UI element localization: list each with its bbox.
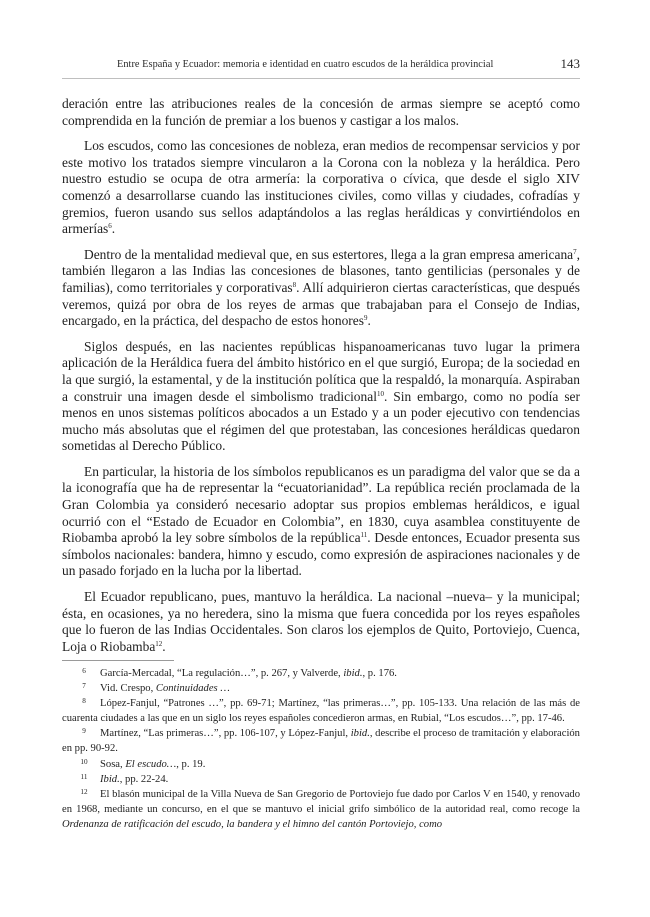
paragraph-text: deración entre las atribuciones reales de la concesión de armas siempre se aceptó como comprendida en la función de premiar a los buenos y castigar a los malos. [62, 96, 580, 128]
footnote: 9 Martínez, “Las primeras…”, pp. 106-107, y López-Fanjul, ibid., describe el proceso de tramitación y elaboración en pp. 90-92. [62, 727, 580, 755]
footnote-text: Martínez, “Las primeras…”, pp. 106-107, y López-Fanjul, [100, 728, 351, 740]
paragraph-text: . [162, 638, 166, 654]
paragraph-text: . Sin embargo, como no podía ser menos en unos sistemas políticos abocados a un Estado y a un poder ejecutivo con tendencias mucho más absolutas que el régimen del que protestaban, las concesiones heráldicas quedaron sometidas al Derecho Público. [62, 388, 580, 454]
footnote-italic-text: El escudo… [125, 758, 177, 770]
footnote: 6 García-Mercadal, “La regulación…”, p. 267, y Valverde, ibid., p. 176. [82, 667, 397, 679]
footnote-text: García-Mercadal, “La regulación…”, p. 267, y Valverde, [100, 668, 344, 679]
paragraph-text: El Ecuador republicano, pues, mantuvo la heráldica. La nacional –nueva– y la municipal; ésta, en ocasiones, ya no heredera, sino la misma que fuera concedida por los reyes españoles que lo fueron de las Indias Occidentales. Son claros los ejemplos de Quito, Portoviejo, Cuenca, Loja o Riobamba [62, 589, 580, 654]
main-text [62, 96, 580, 664]
running-header [62, 48, 580, 79]
footnote-text: El blasón municipal de la Villa Nueva de San Gregorio de Portoviejo fue dado por Carlos V en 1540, y renovado en 1968, mediante un concurso, en el que se mantuvo el inicial grifo simbólico de la autoridad real, como recoge la [62, 788, 580, 815]
footnote-text: , pp. 22-24. [119, 773, 169, 785]
footnote-italic-text: Ordenanza de ratificación del escudo, la bandera y el himno del cantón Portoviejo, como [62, 818, 443, 830]
footnote-italic-text: Continuidades … [155, 683, 230, 695]
paragraph [62, 339, 580, 455]
paragraph [62, 464, 580, 580]
paragraph-text: . [367, 313, 371, 329]
paragraph-text: . Allí adquirieron ciertas características, que después veremos, quizá por obra de los reyes de armas que trabajaban para el Consejo de Indias, encargado, en la práctica, del despacho de estos honores [62, 279, 580, 329]
paragraph [62, 138, 580, 238]
paragraph-text: Siglos después, en las nacientes repúblicas hispanoamericanas tuvo lugar la primera aplicación de la Heráldica fuera del ámbito histórico en el que surgió, Europa; de la sociedad en la que surgió, la estamental, y de la institución política que la respaldó, la monarquía. Aspiraban a construir una imagen desde el simbolismo tradicional [62, 338, 580, 404]
page-number: 143 [560, 56, 580, 71]
footnote-ref: 11 [360, 531, 368, 540]
running-title: Entre España y Ecuador: memoria e identidad en cuatro escudos de la heráldica provincial [117, 59, 494, 70]
footnote-text: Vid. Crespo, [100, 683, 156, 695]
paragraph-text: Los escudos, como las concesiones de nobleza, eran medios de recompensar servicios y por este motivo los tratados siempre vincularon a la Corona con la nobleza y la heráldica. Pero nuestro estudio se ocupa de otra armería: la corporativa o cívica, que desde el siglo XIV comenzó a desarrollarse cuando las instituciones civiles, como villas y ciudades, cofradías y gremios, fueron usando sus sellos adaptándolos a las reglas heráldicas y convirtiéndolos en armerías [62, 138, 580, 237]
footnote-ref: 6 [108, 222, 112, 231]
footnote-text: , p. 19. [176, 758, 206, 770]
footnote: 12 El blasón municipal de la Villa Nueva de San Gregorio de Portoviejo fue dado por Carlos V en 1540, y renovado en 1968, mediante un concurso, en el que se mantuvo el inicial grifo simbólico de la autoridad real, como recoge la Ordenanza de ratificación del escudo, la bandera y el himno del cantón Portoviejo, como [62, 787, 580, 830]
footnote: 11 Ibid., pp. 22-24. [80, 772, 169, 785]
footnote-italic-text: ibid. [350, 728, 370, 740]
paragraph-text: . Desde entonces, Ecuador presenta sus símbolos nacionales: bandera, himno y escudo, como expresión de aspiraciones nacionales y de un pasado forjado en la lucha por la libertad. [62, 530, 580, 579]
footnote-text: López-Fanjul, “Patrones …”, pp. 69-71; Martínez, “las primeras…”, pp. 105-133. Una relación de las más de cuarenta ciudades a las que en un siglo los reyes españoles concedieron armas, en Rubial, “Los escudos…”, pp. 17-46. [62, 698, 580, 725]
footnote-divider [62, 660, 174, 661]
footnote-ref: 7 [573, 247, 577, 256]
paragraph-text: En particular, la historia de los símbolos republicanos es un paradigma del valor que se da a la iconografía que ha de representar la “ecuatorianidad”. La república recién proclamada de la Gran Colombia ya consideró necesario adoptar sus propios emblemas heráldicos, e igual ocurrió con el “Estado de Ecuador en Colombia”, en 1830, cuya asamblea constituyente de Riobamba aprobó la ley sobre símbolos de la república [62, 463, 580, 546]
footnote-ref: 12 [155, 639, 163, 648]
paragraph-text: . [111, 221, 116, 237]
footnote-ref: 9 [363, 314, 368, 323]
paragraph [62, 589, 580, 655]
paragraph-text: , también llegaron a las Indias las concesiones de blasones, tanto gentilicias (personales y de familias), como territoriales y corporativas [62, 246, 580, 295]
paragraph [62, 96, 580, 129]
footnote: 7 Vid. Crespo, Continuidades … [82, 682, 230, 695]
footnotes [62, 666, 580, 832]
footnote-text: , p. 176. [362, 668, 397, 679]
footnote-ref: 10 [376, 389, 384, 398]
footnote-ref: 8 [292, 280, 297, 289]
paragraph [62, 247, 580, 330]
footnote-italic-text: Ibid. [100, 773, 120, 785]
footnote-text: , describe el proceso de tramitación y elaboración en pp. 90-92. [62, 728, 580, 755]
paragraph-text: Dentro de la mentalidad medieval que, en sus estertores, llega a la gran empresa americana [84, 246, 574, 262]
footnote-italic-text: ibid. [343, 668, 363, 679]
footnote-text: Sosa, [100, 758, 126, 770]
footnote: 10 Sosa, El escudo…, p. 19. [80, 757, 206, 770]
footnote: 8 López-Fanjul, “Patrones …”, pp. 69-71; Martínez, “las primeras…”, pp. 105-133. Una relación de las más de cuarenta ciudades a las que en un siglo los reyes españoles concedieron armas, en Rubial, “Los escudos…”, pp. 17-46. [62, 697, 580, 725]
